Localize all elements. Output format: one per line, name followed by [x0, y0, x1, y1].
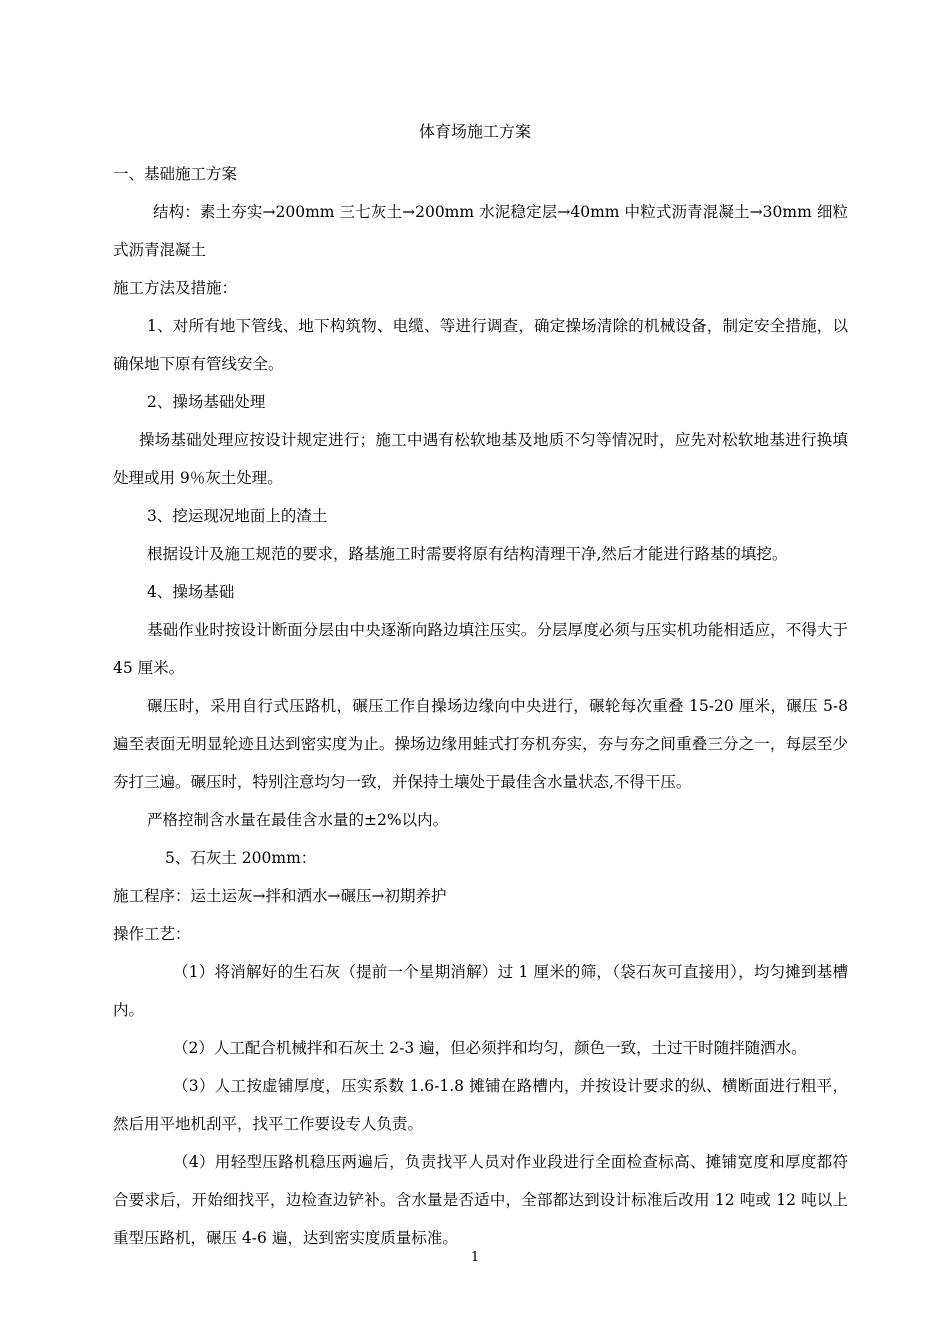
item-5-heading: 5、石灰土 200mm： — [165, 849, 317, 867]
process-step-4: （4）用轻型压路机稳压两遍后，负责找平人员对作业段进行全面检查标高、摊铺宽度和厚度都符合要求后，开始细找平，边检查边铲补。含水量是否适中，全部都达到设计标准后改用 12 吨或 12 吨以上重型压路机，碾压 4-6 遍，达到密实度质量标准。 — [113, 1153, 848, 1247]
item-4-paragraph-3: 严格控制含水量在最佳含水量的±2%以内。 — [147, 811, 449, 829]
process-step-1: （1）将消解好的生石灰（提前一个星期消解）过 1 厘米的筛，（袋石灰可直接用），均匀摊到基槽内。 — [113, 963, 848, 1019]
methods-heading: 施工方法及措施： — [113, 279, 238, 297]
document-body — [113, 155, 848, 1257]
section-heading: 一、基础施工方案 — [113, 165, 238, 183]
structure-paragraph: 结构：素土夯实→200mm 三七灰土→200mm 水泥稳定层→40mm 中粒式沥青混凝土→30mm 细粒式沥青混凝土 — [113, 203, 848, 259]
item-2-paragraph: 操场基础处理应按设计规定进行；施工中遇有松软地基及地质不匀等情况时，应先对松软地基进行换填处理或用 9％灰土处理。 — [113, 431, 848, 487]
item-3-heading: 3、挖运现况地面上的渣土 — [147, 507, 328, 525]
process-step-3: （3）人工按虚铺厚度，压实系数 1.6-1.8 摊铺在路槽内，并按设计要求的纵、横断面进行粗平，然后用平地机刮平，找平工作要设专人负责。 — [113, 1077, 848, 1133]
item-4-paragraph-2: 碾压时，采用自行式压路机，碾压工作自操场边缘向中央进行，碾轮每次重叠 15-20 厘米，碾压 5-8 遍至表面无明显轮迹且达到密实度为止。操场边缘用蛙式打夯机夯实，夯与夯之间重叠三分之一，每层至少夯打三遍。碾压时，特别注意均匀一致，并保持土壤处于最佳含水量状态,不得干压。 — [113, 697, 848, 791]
process-step-2: （2）人工配合机械拌和石灰土 2-3 遍，但必须拌和均匀，颜色一致，土过干时随拌随洒水。 — [173, 1039, 807, 1057]
item-1-paragraph: 1、对所有地下管线、地下构筑物、电缆、等进行调查，确定操场清除的机械设备，制定安全措施，以确保地下原有管线安全。 — [113, 317, 848, 373]
item-4-paragraph-1: 基础作业时按设计断面分层由中央逐渐向路边填注压实。分层厚度必须与压实机功能相适应，不得大于 45 厘米。 — [113, 621, 848, 677]
item-3-paragraph: 根据设计及施工规范的要求，路基施工时需要将原有结构清理干净,然后才能进行路基的填挖。 — [147, 545, 788, 563]
document-title: 体育场施工方案 — [418, 122, 531, 141]
page-number: 1 — [470, 1250, 480, 1265]
item-2-heading: 2、操场基础处理 — [147, 393, 266, 411]
process-heading: 操作工艺： — [113, 925, 191, 943]
item-4-heading: 4、操场基础 — [147, 583, 235, 601]
procedure-paragraph: 施工程序：运土运灰→拌和洒水→碾压→初期养护 — [113, 887, 447, 905]
